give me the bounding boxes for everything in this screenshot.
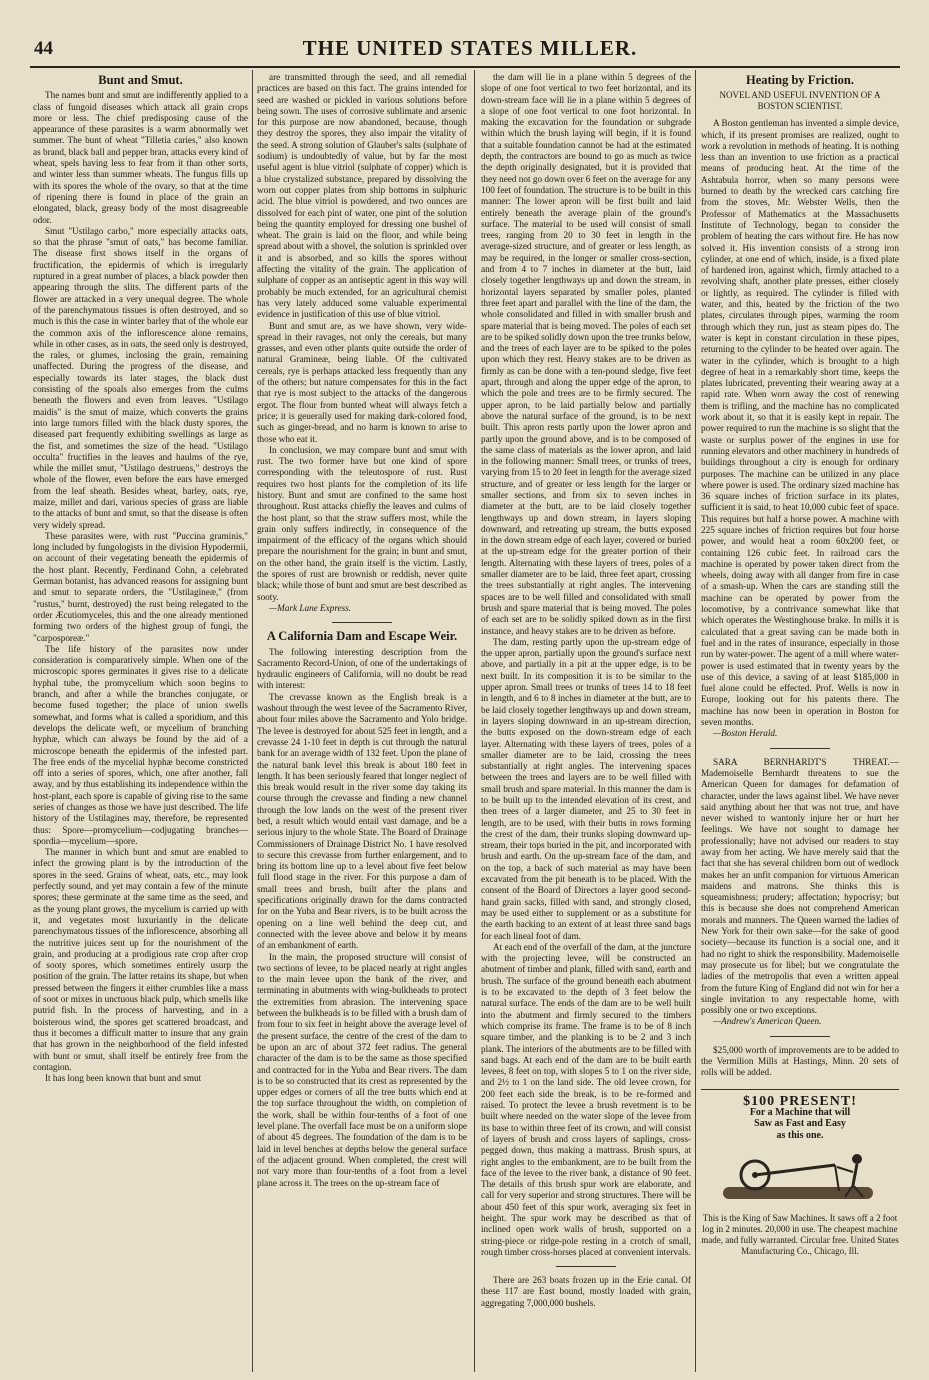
saw-machine-advertisement (701, 1089, 899, 1257)
paragraph: Smut "Ustilago carbo," more especially attacks oats, so that the phrase "smut of oats," has become familiar. The disease first shows itself in the organs of fructification, the epidermis of which is irregularly ruptured in a great number of places, a black powder then appearing through the slits. The different parts of the flower are attacked in a very unequal degree. The whole of the parenchymatous tissues is often destroyed, and so much is this the case in winter barley that of the whole ear the common axis of the inflorescence alone remains, while in other cases, as in oats, the seed only is destroyed, the rales, or glumes, inclosing the grain, remaining unaffected. During the progress of the disease, and especially towards its later stages, the black dust consisting of the spoals also emerges from the culms beneath the flowers and even from leaves. "Ustilago maidis" is the smut of maize, which converts the grains into large tumors filled with the black dusty spores, the diseased part frequently exhibiting swellings as large as the fist, and sometimes the size of the head. "Ustilago occulta" fructifies in the leaves and haulms of the rye, while the millet smut, "Ustilago destruens," destroys the whole of the flower, even before the ears have emerged from the leaf sheath. Besides wheat, barley, oats, rye, maize, millet and dari, various species of grass are liable to the attacks of bunt and smut, so that the disease is often very widely spread. (33, 225, 248, 530)
paragraph: $25,000 worth of improvements are to be added to the Vermilion Mills at Hastings, Minn. 20 sets of rolls will be added. (701, 1044, 899, 1078)
section-separator (332, 622, 392, 623)
paragraph: There are 263 boats frozen up in the Erie canal. Of these 117 are East bound, mostly loaded with grain, aggregating 7,000,000 bushels. (481, 1275, 691, 1308)
paragraph: The crevasse known as the English break is a washout through the west levee of the Sacramento River, about four miles above the Sacramento and Yolo bridge. The levee is destroyed for about 525 feet in length, and a crevasse 24 1-10 feet in depth is cut through the natural bank for an average width of 132 feet. Upon the plane of the natural bank level this break is about 180 feet in length. It has been seriously feared that longer neglect of this break would result in the river some day taking its course through the crevasse and finding a new channel through the low lands on the west of the present river bed, a result which would entail vast damage, and be a serious injury to the whole State. The Board of Drainage Commissioners of Drainage District No. 1 have resolved to secure this crevasse from further enlargement, and to bring its bottom line up to a level about five feet below full flood stage in the river. For this purpose a dam of small trees and brush, built after the plans and specifications originally drawn for the dams contracted for on the Yuba and Bear rivers, is to be built across the opening on a line well behind the deep cut, and connected with the levee above and below it by means of an embankment of earth. (257, 691, 467, 951)
attribution: —Andrew's American Queen. (713, 1016, 822, 1027)
article-subtitle: NOVEL AND USEFUL INVENTION OF A BOSTON SCIENTIST. (719, 90, 881, 112)
paragraph: are transmitted through the seed, and all remedial practices are based on this fact. The grains intended for seed are washed or pickled in various solutions before being sown. The uses of corrosive sublimate and arsenic for this purpose are now abandoned, because, though they destroy the spores, they also impair the vitality of the seed. A strong solution of Glauber's salts (sulphate of sodium) is undoubtedly of value, but by far the most useful agent is blue vitriol (sulphate of copper) which is a blue crystalized substance, prepared by dissolving the worn out copper plates from ship bottoms in sulphuric acid. The blue vitriol is powdered, and two ounces are dissolved for each pint of water, one pint of the solution being the quantity employed for dressing one bushel of wheat. The grain is laid on the floor, and while being spread about with a shovel, the solution is sprinkled over it and is absorbed, and so kills the spores without affecting the vitality of the grain. The application of sulphate of copper as an antiseptic agent in this way will probably be much extended, for an agricultural chemist has very lately adduced some valuable experimental evidence in justification of this use of blue vitriol. (257, 72, 467, 320)
column-divider (474, 70, 475, 1372)
paragraph: In conclusion, we may compare bunt and smut with rust. The two former have but one kind of spore corresponding with the teleutospore of rust. Rust requires two host plants for the completion of its life history. Bunt and smut are confined to the same host throughout. Rust attacks chiefly the leaves and culms of the host plant, so that the straw suffers most, while the grain only suffers indirectly, in consequence of the impairment of the efficacy of the organs which should prepare the nourishment for the grain; in bunt and smut, on the other hand, the grain itself is the victim. Lastly, the spores of rust are brownish or reddish, never quite black; while those of bunt and smut are best described as sooty. (257, 444, 467, 602)
column-divider (252, 70, 253, 1372)
paragraph: The manner in which bunt and smut are enabled to infect the growing plant is by the introduction of the spores in the seed. Grains of wheat, oats, etc., may look perfectly sound, and yet may contain a few of the minute spores; these germinate at the same time as the seed, and as the young plant grows, the mycelium is carried up with it, and vegetates most luxuriantly in the delicate parenchymatous tissues of the inflorescence, absorbing all the nutritive juices sent up for the nourishment of the grain, and producing at a prodigious rate crop after crop of sooty spores, which sometimes entirely usurp the position of the grain. The latter retains its shape, but when pressed between the fingers it either crumbles like a mass of soot or mixes in unctuous black pulp, which smells like putrid fish. In the process of harvesting, and in a boisterous wind, the spores get scattered broadcast, and thus it becomes a difficult matter to insure that any grain that has grown in the neighborhood of the field infested with bunt or smut, shall itself be entirely free from the contagion. (33, 847, 248, 1072)
article-title-california-dam: A California Dam and Escape Weir. (266, 629, 458, 644)
column-3 (481, 72, 691, 1370)
paragraph: the dam will lie in a plane within 5 degrees of the slope of one foot vertical to two feet horizontal, and its down-stream face will lie in a plane within 5 degrees of a slope of one foot vertical to one foot horizontal. In making the excavation for the foundation or subgrade within which the brush laying will begin, if it is found that a suitable foundation cannot be had at the estimated depth, the contractors are bound to go as much as twice the depth originally designated, but it is provided that they need not go down over 6 feet on the average for any 100 feet of foundation. The structure is to be built in this manner: The lower apron will be first built and laid entirely beneath the average plain of the ground's surface. The material to be used will consist of small trees, ranging from 20 to 30 feet in length in the average-sized structure, and of greater or less length, as may be required, in the longer or smaller cross-section, and from 4 to 7 inches in diameter at the butt, laid closely together lengthways up and down the stream, in horizontal layers separated by smaller poles, planted three feet apart and parallel with the line of the dam, the whole consolidated and filled in with smaller brush and spare material that is being moved. The poles of each set are to be spiked solidly down upon the tree trunks below, and the trees of each layer are to be spiked to the poles upon which they rest. Heavy stakes are to be driven as firmly as can be done with a ten-pound sledge, five feet apart, through and along the upper edge of the apron, to which the pole and trees are to be firmly secured. The upper apron, to be laid partially below and partially above the natural surface of the ground, is to be next built. This apron rests partly upon the lower apron and partly upon the ground above, and is to be composed of the same class of materials as the lower apron, and laid in the following manner: Small trees, or trunks of trees, varying from 15 to 20 feet in length for the average sized structure, and of greater or less length for the larger or smaller sections, and from six to seven inches in diameter at the butt, are to be laid closely together lengthways up and down stream, in layers sloping downward, and retreating up stream, the butts exposed in the down stream edge of each layer, covered or buried at the up-stream edge for the greater portion of their length. Alternating with these layers of trees, poles of a smaller diameter are to be laid, three feet apart, crossing the trees substantially at right angles. The intervening spaces are to be well filled and consolidated with small brush and spare material that is being moved. The poles of each set are to be solidly spiked down as in the first instance, and heavy stakes are to be driven as before. (481, 72, 691, 636)
paragraph: It has long been known that bunt and smut (45, 1073, 202, 1084)
paragraph: These parasites were, with rust "Puccina graminis," long included by fungologists in the division Hypodermii, on account of their vegetating beneath the epidermis of the host plant. Recently, Ferdinand Cohn, a celebrated German botanist, has advanced reasons for assigning bunt and smut to separate orders, the "Ustilagineæ," (from "rustus," burnt, destroyed) the rust being relegated to the order Æcutiomyceles, this and the one already mentioned forming two orders of the highest group of fungi, the "carposporeæ." (33, 530, 248, 643)
paragraph: Bunt and smut are, as we have shown, very wide-spread in their ravages, not only the cereals, but many grasses, and even other plants quite outside the order of natural Gramineæ, being liable. Of the cultivated cereals, rye is perhaps attacked less frequently than any of the others; but nature compensates for this in the fact that rye is most subject to the attacks of the dangerous ergot. The flour from bunted wheat will always fetch a price; it is geuerally used for making dark-colored food, such as ginger-bread, and no harm is known to arise to those who eat it. (257, 320, 467, 444)
attribution: —Boston Herald. (713, 728, 778, 739)
article-title-heating-by-friction: Heating by Friction. (746, 73, 854, 87)
saw-machine-icon (715, 1145, 885, 1209)
section-separator (770, 748, 830, 749)
paragraph: The names bunt and smut are indifferently applied to a class of fungoid diseases which attack all grain crops more or less. The chief predisposing cause of the appearance of these parasites is a warm abnormally wet summer. The bunt of wheat "Tilletia caries," also known as brand, black ball and pepper bran, attacks every kind of wheat, spels having less to fear from it than other sorts, and winter less than summer wheats. The fungus fills up with its spores the whole of the ovary, so that at the time of ripening there is found in place of the grain an elongated, black, greasy body of the most disagreeable odor. (33, 90, 248, 225)
ad-description: This is the King of Saw Machines. It saws off a 2 foot log in 2 minutes. 20,000 in use. The cheapest machine made, and fully warranted. Circular free. United States Manufacturing Co., Chicago, Ill. (701, 1212, 899, 1256)
attribution: —Mark Lane Express. (269, 602, 352, 613)
paragraph: In the main, the proposed structure will consist of two sections of levee, to be placed nearly at right angles to the main levee upon the bank of the river, and terminating in abutments with wing-bulkheads to protect the extremities from abrasion. The intervening space between the bulkheads is to be filled with a brush dam of from four to six feet in height above the average level of the present surface, the centre of the crest of the dam to be upon an arc of about 372 feet radius. The general character of the dam is to be the same as those specified and contracted for in the Yuba and Bear rivers. The dam is to be so constructed that its crest as represented by the upper edges or corners of all the tree butts which end at the top surface throughout the width, on completion of the work, shall be within four-tenths of a foot of one level plane. The overfall face must be on a uniform slope of about 45 degrees. The foundation of the dam is to be laid in level benches at depths below the general surface of the adjacent ground. When completed, the crest will not vary more than four-tenths of a foot from a level plane across it. The trees on the up-stream face of (257, 951, 467, 1188)
column-divider (695, 70, 696, 1372)
page-number: 44 (34, 38, 53, 59)
column-4 (701, 72, 899, 1370)
column-1 (33, 72, 248, 1370)
masthead-rule (30, 66, 900, 68)
section-separator (770, 1036, 830, 1037)
paragraph: The following interesting description from the Sacramento Record-Union, of one of the undertakings of hydraulic engineers of California, will no doubt be read with interest: (257, 646, 467, 691)
ad-line: as this one. (776, 1129, 824, 1141)
ad-title: $100 PRESENT! (743, 1093, 857, 1109)
column-2 (257, 72, 467, 1370)
paragraph: The dam, resting partly upon the up-stream edge of the upper apron, partially upon the ground's surface next above, and partially in a pit at the upper edge, is to be next built. In its composition it is to be similar to the upper apron. Small trees or trunks of trees 14 to 18 feet in length, and 6 to 8 inches in diameter at the butt, are to be laid closely together lengthways up and down stream, in layers sloping downward in an up-stream direction, the butts exposed on the down-stream edge of each layer. Alternating with these layers of trees, poles of a smaller diameter are to be laid, crossing the trees substantially at right angles. The intervening spaces between the trees and layers are to be well filled with small brush and spare material. In this manner the dam is to be built up to the intended elevation of its crest, and then trees of a larger diameter, and 25 to 30 feet in length, are to be used, with their butts in rows forming the crest of the dam, their trunks sloping downward up-stream, their tops buried in the pit, and incorporated with brush and earth. On the up-stream face of the dam, and on the top, a back of such material as may have been excavated from the pit beneath is to be placed. With the consent of the Board of Directors a layer good second-hand grain sacks, filled with sand, and strongly closed, may be used either to supplement or as a substitute for the earth backing to an extent of at least three sand bags for each lineal foot of dam. (481, 636, 691, 941)
masthead-title: THE UNITED STATES MILLER. (302, 36, 638, 60)
paragraph: At each end of the overfall of the dam, at the juncture with the projecting levee, will be constructed an abutment of timber and plank, filled with sand, earth and brush. The surface of the ground beneath each abutment is to be excavated to the depth of 3 feet below the natural surface. The ends of the dam are to be well built into the abutment and firmly secured to the timbers which comprise its frame. The frame is to be of 8 inch square timber, and the planking is to be 2 and 3 inch plank. The interiors of the abutments are to be filled with sand bags. At each end of the dam are to be built earth levees, 8 feet on top, with slopes 5 to 1 on the river side, and 2½ to 1 on the land side. The old levee crown, for 200 feet each side the break, is to be re-formed and raised. To protect the levee a brush revetment is to be built where needed on the water slope of the levee from its base to within three feet of its crown, and will consist of layers of brush and cross layers of saplings, cross-pegged down, thus making a mattrass. Brush spurs, at right angles to the embankment, are to be built from the face of the levee to the river bank, a distance of 90 feet. The details of this brush spur work are elaborate, and call for very superior and strong structures. There will be about 450 feet of this spur work, averaging six feet in height. The spur work may be described as that of inclined open work walls of brush, supported on a string-piece or ridge-pole resting in a crotch of small, rough timber cross-horses placed at convenient intervals. (481, 941, 691, 1257)
paragraph: SARA BERNHARDT'S THREAT.—Mademoiselle Bernhardt threatens to sue the American Queen for damages for defamation of character, under the laws against libel. We have never said anything about her that was not true, and have never wished to wantonly injure her or hurt her feelings. We have not sought to damage her professionally; have not advised our readers to stay away from her acting. We have merely said that the fact that she has several children born out of wedlock makes her an unfit companion for virtuous American maidens and matrons. She thinks this is squeamishness; prudery; affectation; hypocrisy; but this is because she does not comprehend American morals and manners. The Queen warned the ladies of New York for their own sake—for the sake of good society—because its function is a social one, and it had no right to shirk the responsibility. Mademoiselle may prosecute us for libel; but we congratulate the ladies of the metropolis that even a written appeal from the future King of England did not win for her a single invitation to any respectable home, with possibly one or two exceptions. (701, 756, 899, 1016)
paragraph: A Boston gentleman has invented a simple device, which, if its present promises are realized, ought to work a revolution in methods of heating. It is nothing less than an invention to use friction as a practical means of producing heat. At the time of the Ashtabula horror, when so many persons were burned to death by the wrecked cars catching fire from the stoves, Mr. Webster Wells, then the Professor of Mathematics at the Massachusetts Institute of Technology, began to consider the problem of heating the cars without fire. He has now solved it. His invention consists of a strong iron cylinder, at one end of which, inside, is a fixed plate of hardened iron, against which, firmly attached to a revolving shaft, another plate presses, either closely or lightly, as required. The cylinder is filled with water, and this, heated by the friction of the two plates, circulates through pipes, warming the room through which they run, just as steam pipes do. The water is kept in constant circulation in these pipes, returning to the cylinder to be heated over again. The water in the cylinder, which is brought to a high degree of heat in a remarkably short time, keeps the plates lubricated, preventing their wearing away at a rapid rate. When worn away the cost of renewing them is trifling, and the machine has no complicated work about it, so that it is easily kept in repair. The power required to run the machine is so slight that the waste or surplus power of the engines in use for running elevators and other machinery in hundreds of buildings throughout a city is enough for ordinary purposes. The machine can be utilized in any place where power is used. The ordinary sized machine has 36 square inches of friction surface in its plates, sufficient it is said, to heat 10,000 cubic feet of space. This requires but half a horse power. A machine with 225 square inches of friction requires but four horse power, and would heat a room 60x200 feet, or containing 126 cubic feet. In railroad cars the machine is operated by power taken direct from the wheels, doing away with all danger from fire in case of a smash-up. When the cars are standing still the machine can be operated by power from the locomotive, by a contrivance somewhat like that which operates the Westinghouse brake. In mills it is calculated that a great saving can be made both in fuel and in the rates of insurance, especially in those run by water-power. The agent of a mill where water-power is used estimated that in twenty years by the use of this device, a saving of at least $185,000 in fuel alone could be effected. Prof. Wells is now in Europe, looking out for his patents there. The machine has now been in operation in Boston for seven months. (701, 118, 899, 728)
ad-line: For a Machine that will (749, 1106, 851, 1118)
paragraph: The life history of the parasites now under consideration is comparatively simple. When one of the microscopic spores germinates it gives rise to a delicate hyphal tube, the promycelium which soon begins to branch, and after a while the branches conjugate, or become fused together; the place of union swells somewhat, and forms what is called a sporidium, and this develops the delicate weft, or mycelium of branching hyphæ, which can always be found by the aid of a microscope beneath the epidermis of the infested part. The free ends of the mycelial hyphæ become constricted off into a series of spores, which, one after another, fall away, and by thus establishing its independence within the host-plant, each spore is capable of giving rise to the same series of changes as those we have just described. The life history of the Ustilagines may, therefore, be represented thus: Spore—promycelium—codjugating branches—spordia—mycelium—spore. (33, 643, 248, 846)
article-title-bunt-and-smut: Bunt and Smut. (98, 73, 183, 87)
section-separator (556, 1266, 616, 1267)
ad-line: Saw as Fast and Easy (754, 1118, 846, 1130)
saw-machine-illustration (701, 1145, 899, 1209)
